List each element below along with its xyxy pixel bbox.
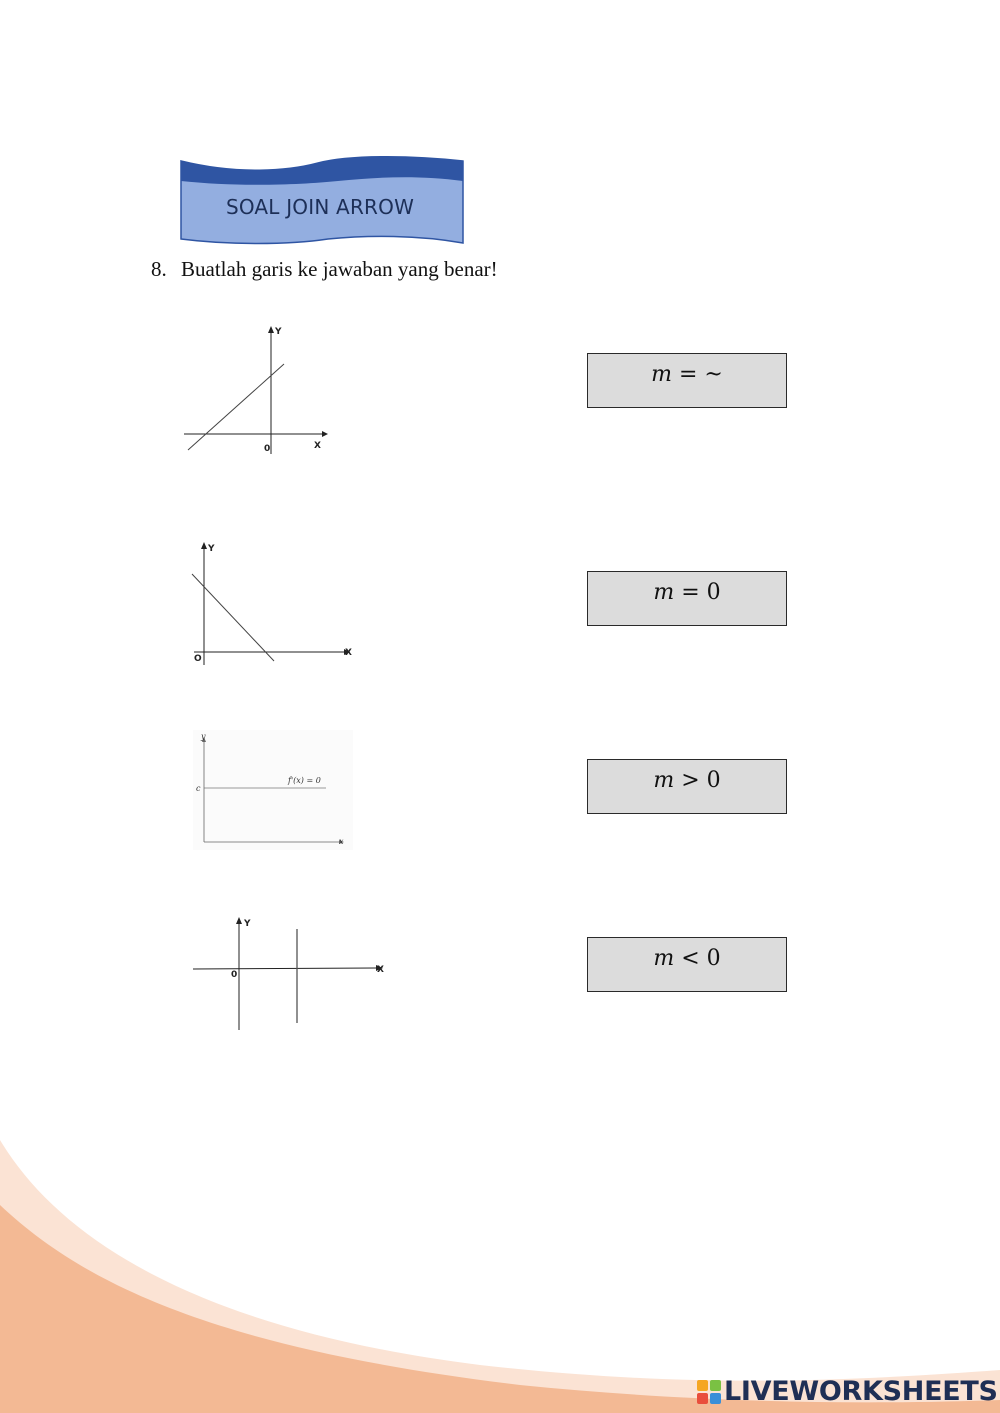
graph-2-origin-label: O	[194, 654, 202, 664]
answer-4-val: 0	[706, 946, 721, 971]
liveworksheets-brand	[697, 1376, 998, 1407]
graph-3-line-label: f'(x) = 0	[288, 776, 321, 785]
graph-3-c-label: c	[196, 784, 201, 793]
graph-undefined-slope[interactable]	[190, 915, 390, 1035]
question	[151, 257, 498, 282]
graph-4-y-label: Y	[244, 919, 251, 929]
answer-box-m-equals-zero[interactable]	[587, 571, 787, 626]
answer-box-m-negative[interactable]	[587, 937, 787, 992]
graph-4-x-label: X	[377, 965, 384, 975]
brand-name: LIVEWORKSHEETS	[724, 1376, 998, 1407]
answer-2-val: 0	[706, 580, 721, 605]
answer-3-var: m	[653, 768, 675, 793]
answer-3-rel: >	[674, 768, 707, 793]
graph-negative-slope[interactable]	[188, 540, 358, 670]
answer-4-rel: <	[674, 946, 707, 971]
graph-1-y-label: Y	[275, 327, 282, 337]
answer-4-var: m	[653, 946, 675, 971]
graph-2-x-label: X	[345, 648, 352, 658]
answer-2-rel: =	[674, 580, 707, 605]
graph-2-y-label: Y	[208, 544, 215, 554]
graph-3-x-label: x	[339, 837, 344, 846]
graph-1-origin-label: 0	[264, 444, 271, 454]
question-number: 8.	[151, 257, 167, 281]
answer-1-val: ~	[704, 362, 723, 387]
answer-box-m-positive[interactable]	[587, 759, 787, 814]
graph-1-x-label: X	[314, 441, 321, 451]
graph-positive-slope[interactable]	[180, 322, 330, 457]
liveworksheets-logo-icon	[697, 1380, 721, 1404]
question-text: Buatlah garis ke jawaban yang benar!	[181, 257, 498, 281]
answer-2-var: m	[653, 580, 675, 605]
graph-3-y-label: y	[201, 732, 206, 741]
answer-box-m-undefined[interactable]	[587, 353, 787, 408]
banner-title: SOAL JOIN ARROW	[225, 195, 415, 219]
graph-zero-slope[interactable]	[193, 730, 353, 850]
answer-1-rel: =	[672, 362, 705, 387]
answer-3-val: 0	[706, 768, 721, 793]
answer-1-var: m	[651, 362, 672, 387]
graph-4-origin-label: 0	[231, 970, 238, 980]
